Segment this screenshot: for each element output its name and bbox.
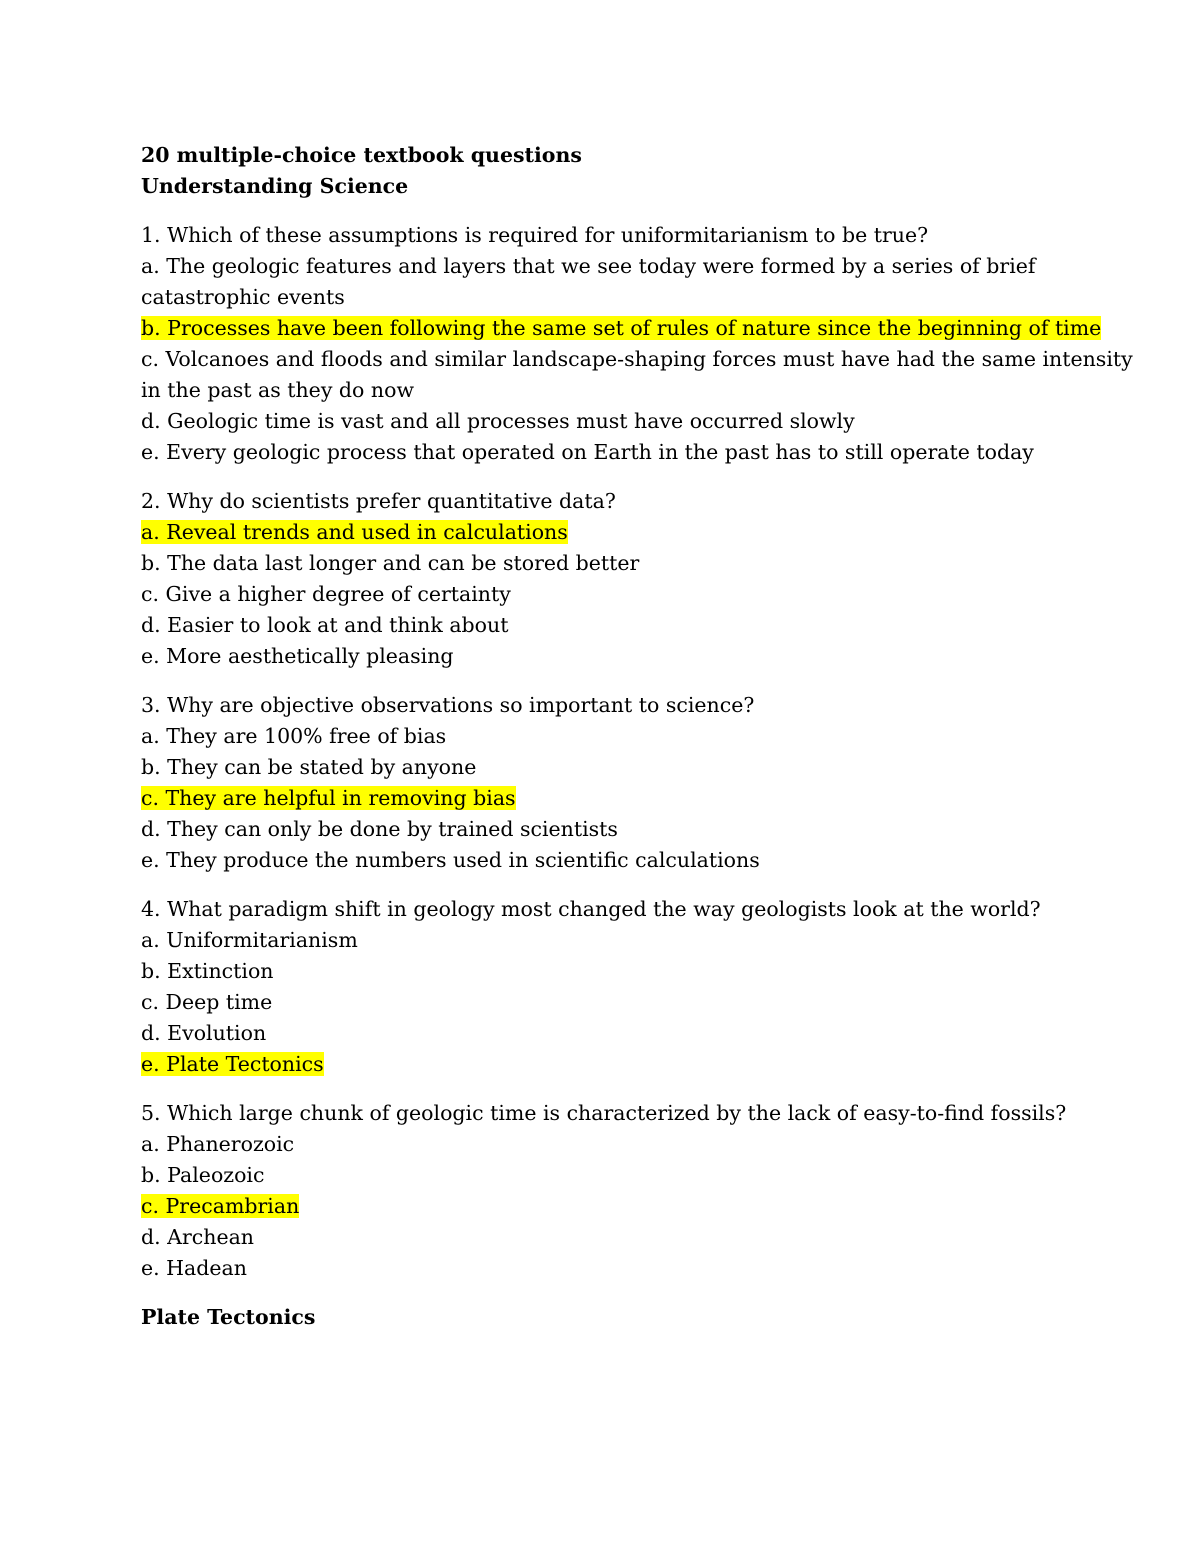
answer-option: a. Phanerozoic [141,1132,295,1156]
answer-option-highlighted: b. Processes have been following the same set of rules of nature since the beginning of time [141,316,1102,340]
question-prompt: 4. What paradigm shift in geology most changed the way geologists look at the world? [141,897,1041,921]
question-prompt: 2. Why do scientists prefer quantitative data? [141,489,616,513]
answer-option: a. They are 100% free of bias [141,724,447,748]
answer-option: c. Volcanoes and floods and similar landscape-shaping forces must have had the same intensity [141,347,1133,371]
answer-option: d. Geologic time is vast and all processes must have occurred slowly [141,409,855,433]
answer-option: d. Archean [141,1225,255,1249]
answer-option-highlighted: a. Reveal trends and used in calculations [141,520,568,544]
answer-option: b. Paleozoic [141,1163,265,1187]
answer-option: d. They can only be done by trained scientists [141,817,618,841]
question-prompt: 3. Why are objective observations so important to science? [141,693,755,717]
question-2 [141,486,1061,672]
question-3 [141,690,1061,876]
answer-option-highlighted: c. They are helpful in removing bias [141,786,516,810]
answer-option: b. Extinction [141,959,274,983]
answer-option: d. Easier to look at and think about [141,613,509,637]
answer-option-highlighted: e. Plate Tectonics [141,1052,324,1076]
question-prompt: 5. Which large chunk of geologic time is characterized by the lack of easy-to-find fossils? [141,1101,1067,1125]
answer-option-continued: catastrophic events [141,285,345,309]
question-1 [141,220,1133,468]
answer-option: d. Evolution [141,1021,267,1045]
answer-option: c. Deep time [141,990,273,1014]
section-heading-plate-tectonics: Plate Tectonics [141,1305,316,1329]
answer-option: a. Uniformitarianism [141,928,358,952]
answer-option: e. More aesthetically pleasing [141,644,454,668]
question-4 [141,894,1061,1080]
document-title: 20 multiple-choice textbook questions [141,143,582,167]
answer-option: b. The data last longer and can be stored better [141,551,640,575]
question-prompt: 1. Which of these assumptions is required for uniformitarianism to be true? [141,223,929,247]
answer-option: c. Give a higher degree of certainty [141,582,511,606]
answer-option: e. Hadean [141,1256,247,1280]
answer-option-continued: in the past as they do now [141,378,414,402]
question-5 [141,1098,1067,1284]
answer-option-highlighted: c. Precambrian [141,1194,300,1218]
answer-option: e. Every geologic process that operated on Earth in the past has to still operate today [141,440,1034,464]
answer-option: a. The geologic features and layers that we see today were formed by a series of brief [141,254,1036,278]
answer-option: b. They can be stated by anyone [141,755,477,779]
document-page [141,140,1133,1333]
section-heading-understanding-science: Understanding Science [141,174,409,198]
answer-option: e. They produce the numbers used in scientific calculations [141,848,760,872]
